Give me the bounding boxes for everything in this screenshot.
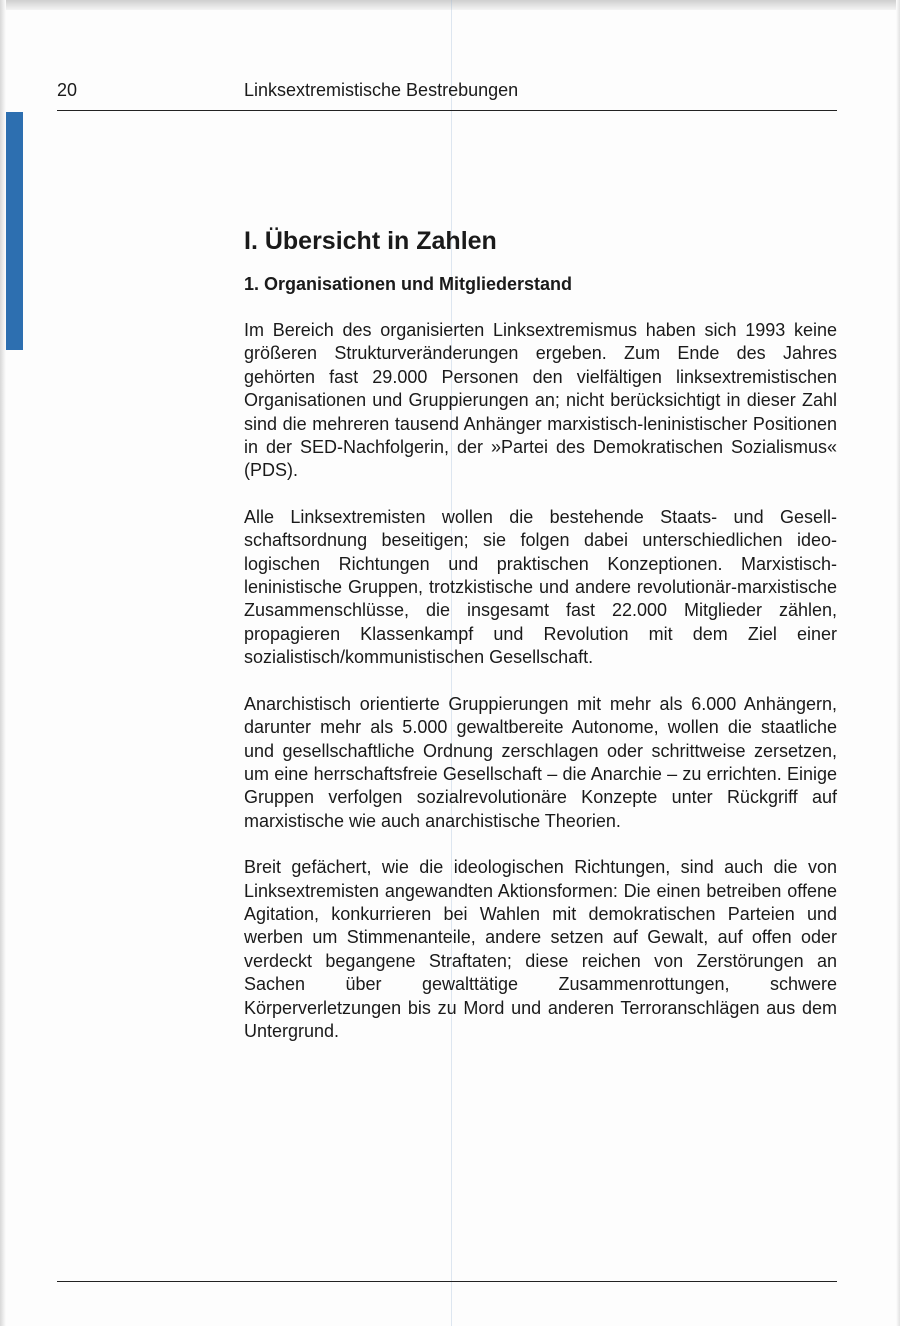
chapter-edge-tab	[6, 112, 23, 350]
body-paragraph: Breit gefächert, wie die ideologischen Richtungen, sind auch die von Linksextremisten angewandten Aktionsformen: Die einen betreiben offene Agitation, konkurrieren bei Wahlen mit demokratischen Parteien und werben um Stimmenanteile, andere setzen auf Gewalt, auf offen oder verdeckt begangene Straftaten; diese reichen von Zerstörungen an Sachen über gewalttätige Zusammenrottungen, schwere Körperverletzungen bis zu Mord und anderen Terroranschlägen aus dem Untergrund.	[244, 857, 837, 1041]
main-content	[244, 224, 837, 1043]
body-paragraph: Alle Linksextremisten wollen die bestehende Staats- und Gesellschaftsordnung beseitigen; sie folgen dabei unterschiedlichen ideologischen Richtungen und praktischen Konzeptionen. Marxistisch-leninistische Gruppen, trotzkistische und andere revolutionär-marxistische Zusammenschlüsse, die insgesamt fast 22.000 Mitglieder zählen, propagieren Klassenkampf und Revolution mit dem Ziel einer sozialistisch/kommunistischen Gesellschaft.	[244, 506, 837, 668]
running-title: Linksextremistische Bestrebungen	[244, 80, 519, 100]
body-paragraph: Im Bereich des organisierten Linksextremismus haben sich 1993 keine größeren Strukturveränderungen ergeben. Zum Ende des Jahres gehörten fast 29.000 Personen den vielfältigen linksextremistischen Organisationen und Gruppierungen an; nicht berücksichtigt in dieser Zahl sind die mehreren tausend Anhänger marxistisch-leninistischer Positionen in der SED-Nachfolgerin, der »Partei des Demokratischen Sozialismus« (PDS).	[244, 320, 837, 481]
section-title: I. Übersicht in Zahlen	[244, 227, 497, 255]
page-number: 20	[57, 80, 78, 100]
header-rule	[57, 110, 837, 111]
scan-shadow-top	[0, 0, 900, 10]
page-header	[57, 79, 837, 101]
subsection-title: 1. Organisationen und Mitgliederstand	[244, 274, 573, 294]
scan-shadow-right	[896, 0, 900, 1326]
body-paragraph: Anarchistisch orientierte Gruppierungen mit mehr als 6.000 Anhängern, darunter mehr als 5.000 gewaltbereite Autonome, wollen die staatliche und gesellschaftliche Ordnung zerschlagen oder schrittweise zersetzen, um eine herrschaftsfreie Gesellschaft – die Anarchie – zu errichten. Einige Gruppen verfolgen sozialrevolutionäre Konzepte unter Rückgriff auf marxistische wie auch anarchistische Theorien.	[244, 693, 837, 831]
footer-rule	[57, 1281, 837, 1282]
